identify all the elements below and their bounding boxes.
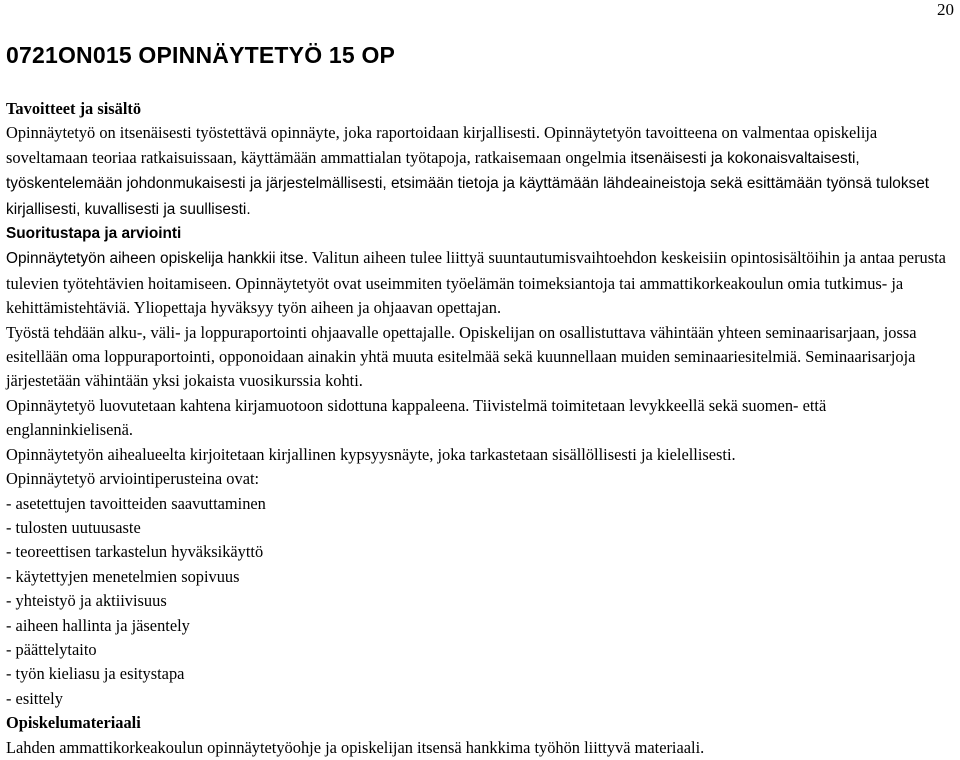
list-item: - tulosten uutuusaste (6, 517, 141, 537)
maturity-paragraph: Opinnäytetyön aihealueelta kirjoitetaan kirjallinen kypsyysnäyte, joka tarkastetaan sisällöllisesti ja kielellisesti. (6, 444, 736, 464)
topic-paragraph (6, 246, 956, 320)
list-item: - työn kieliasu ja esitystapa (6, 664, 185, 684)
course-title: 0721ON015 OPINNÄYTETYÖ 15 OP (6, 42, 396, 68)
materials-paragraph: Lahden ammattikorkeakoulun opinnäytetyöohje ja opiskelijan itsensä hankkima työhön liittyvä materiaali. (6, 737, 705, 757)
submission-paragraph: Opinnäytetyö luovutetaan kahtena kirjamuotoon sidottuna kappaleena. Tiivistelmä toimitetaan levykkeellä sekä suomen- että englanninkielisenä. (6, 395, 827, 440)
goals-text-sans: itsenäisesti ja kokonaisvaltaisesti, työskentelemään johdonmukaisesti ja järjestelmällisesti, etsimään tietoja ja käyttämään lähdeaineistoja sekä esittämään työnsä tulokset kirjallisesti, kuvallisesti ja suullisesti. (6, 149, 930, 218)
page-number: 20 (937, 0, 954, 19)
criteria-list (6, 492, 956, 712)
list-item: - asetettujen tavoitteiden saavuttaminen (6, 493, 266, 513)
topic-lead: Opinnäytetyön aiheen opiskelija hankkii itse. (6, 250, 309, 268)
list-item: - aiheen hallinta ja jäsentely (6, 615, 190, 635)
list-item: - päättelytaito (6, 639, 97, 659)
list-item: - teoreettisen tarkastelun hyväksikäyttö (6, 542, 264, 562)
heading-opiskelumateriaali: Opiskelumateriaali (6, 713, 141, 733)
reporting-paragraph: Työstä tehdään alku-, väli- ja loppuraportointi ohjaavalle opettajalle. Opiskelijan on osallistuttava vähintään yhteen seminaarisarjaan, jossa esitellään oma loppuraportointi, opponoidaan ainakin yhtä muuta esitelmää sekä kuunnellaan muiden seminaariesitelmiä. Seminaarisarjoja järjestetään vähintään yksi jokaista vuosikurssia kohti. (6, 322, 917, 391)
list-item: - yhteistyö ja aktiivisuus (6, 591, 167, 611)
goals-text-serif: Opinnäytetyö on itsenäisesti työstettävä opinnäyte, joka raportoidaan kirjallisesti. Opinnäytetyön tavoitteena on valmentaa opiskelija soveltamaan teoriaa ratkaisuissaan, käyttämään ammattialan työtapoja, ratkaisemaan ongelmia (6, 123, 878, 167)
topic-rest: Valitun aiheen tulee liittyä suuntautumisvaihtoehdon keskeisiin opintosisältöihin ja antaa perusta tulevien työtehtävien hoitamiseen. Opinnäytetyöt ovat useimmiten työelämän toimeksiantoja tai ammattikorkeakoulun omia tutkimus- ja kehittämistehtäviä. Yliopettaja hyväksyy työn aiheen ja ohjaavan opettajan. (6, 248, 946, 318)
list-item: - esittely (6, 688, 63, 708)
heading-tavoitteet: Tavoitteet ja sisältö (6, 99, 142, 118)
criteria-intro: Opinnäytetyö arviointiperusteina ovat: (6, 469, 260, 489)
list-item: - käytettyjen menetelmien sopivuus (6, 566, 240, 586)
goals-paragraph (6, 121, 956, 222)
heading-suoritustapa: Suoritustapa ja arviointi (6, 225, 182, 243)
document-body (6, 40, 956, 760)
